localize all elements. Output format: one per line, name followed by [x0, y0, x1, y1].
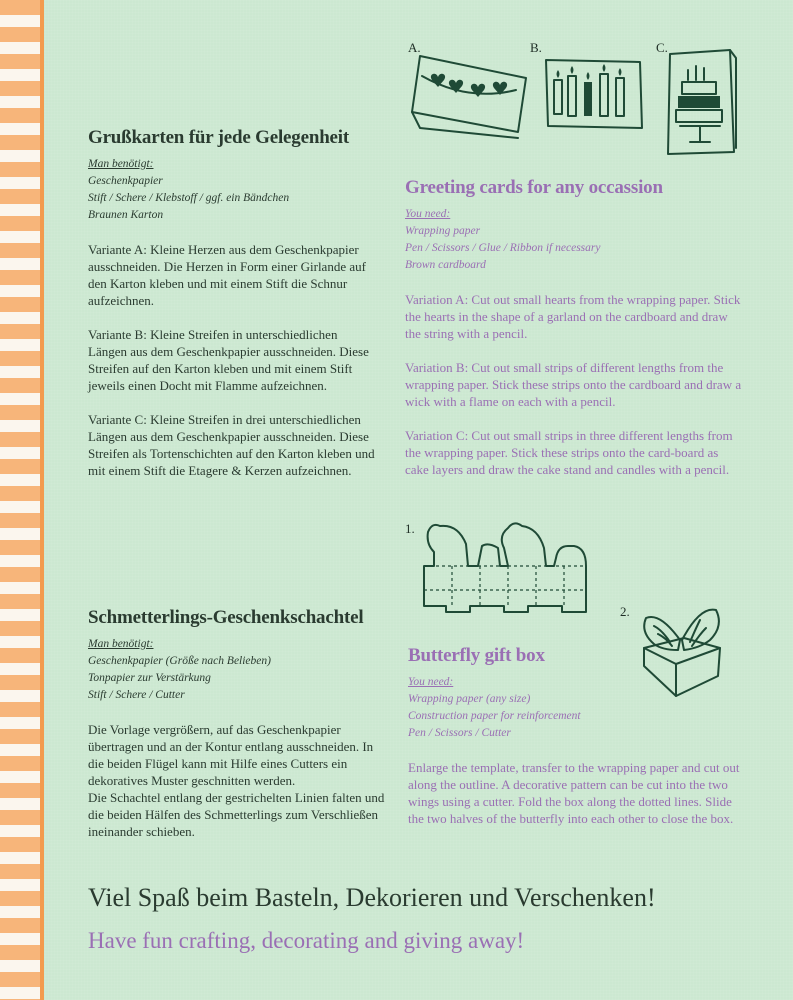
instructions-en — [408, 759, 748, 827]
illustration-label-c: C. — [656, 40, 668, 55]
material-item: Geschenkpapier — [88, 175, 163, 187]
butterfly-box-title-de: Schmetterlings-Geschenkschachtel — [88, 607, 364, 628]
materials-list-de — [88, 636, 388, 704]
material-item: Geschenkpapier (Größe nach Belieben) — [88, 655, 271, 667]
card-a-hearts-illustration — [408, 50, 528, 140]
greeting-cards-title-en: Greeting cards for any occassion — [405, 177, 663, 198]
materials-list-de — [88, 156, 378, 224]
materials-heading-de: Man benötigt: — [88, 638, 154, 650]
closing-line-en: Have fun crafting, decorating and giving away! — [88, 928, 525, 953]
butterfly-box-german-section — [88, 606, 388, 857]
material-item: Brown cardboard — [405, 259, 486, 271]
material-item: Construction paper for reinforcement — [408, 710, 581, 722]
variation-a-en: Variation A: Cut out small hearts from the wrapping paper. Stick the hearts in the shape of a garland on the cardboard and draw the string with a pencil. — [405, 292, 741, 341]
materials-heading-en: You need: — [408, 676, 454, 688]
butterfly-box-english-section — [408, 644, 748, 844]
card-c-cake-illustration — [666, 48, 738, 156]
material-item: Pen / Scissors / Cutter — [408, 727, 511, 739]
material-item: Wrapping paper — [405, 225, 481, 237]
materials-heading-en: You need: — [405, 208, 451, 220]
materials-list-en — [408, 674, 748, 742]
material-item: Stift / Schere / Cutter — [88, 689, 185, 701]
box-instruction-en: Enlarge the template, transfer to the wrapping paper and cut out along the outline. A decorative pattern can be cut into the two wings using a cutter. Fold the box along the dotted lines. Slide the two halves of the butterfly into each other to close the box. — [408, 760, 740, 826]
illustration-label-b: B. — [530, 40, 542, 55]
box-template-illustration — [418, 518, 598, 618]
materials-list-en — [405, 206, 745, 274]
variant-a-de: Variante A: Kleine Herzen aus dem Geschenkpapier ausschneiden. Die Herzen in Form einer Girlande auf den Karton kleben und mit einem Stift die Schnur aufzeichnen. — [88, 242, 366, 308]
greeting-cards-english-section — [405, 176, 745, 495]
stripe-edge-line — [40, 0, 44, 1000]
illustration-label-1: 1. — [405, 521, 415, 536]
illustration-label-a: A. — [408, 40, 421, 55]
material-item: Tonpapier zur Verstärkung — [88, 672, 211, 684]
material-item: Wrapping paper (any size) — [408, 693, 531, 705]
box-instruction-1-de: Die Vorlage vergrößern, auf das Geschenkpapier übertragen und an der Kontur entlang ausschneiden. In die beiden Flügel kann mit Hilfe eines Cutters ein dekoratives Muster geschnitten werden. — [88, 722, 374, 788]
greeting-cards-title-de: Grußkarten für jede Gelegenheit — [88, 127, 349, 148]
instructions-en — [405, 291, 745, 478]
instructions-de — [88, 241, 378, 479]
card-b-candles-illustration — [544, 58, 644, 130]
material-item: Braunen Karton — [88, 209, 164, 221]
orange-stripe-border — [0, 0, 40, 1000]
variation-c-en: Variation C: Cut out small strips in three different lengths from the wrapping paper. Stick these strips onto the card-board as cake layers and draw the cake stand and candles with a pencil. — [405, 428, 733, 477]
variation-b-en: Variation B: Cut out small strips of different lengths from the wrapping paper. Stick these strips onto the cardboard and draw a wick with a flame on each with a pencil. — [405, 360, 742, 409]
instructions-de — [88, 721, 388, 840]
variant-b-de: Variante B: Kleine Streifen in unterschiedlichen Längen aus dem Geschenkpapier ausschneiden. Diese Streifen auf den Karton kleben und mit einem Stift jeweils einen Docht mit Flamme aufzeichnen. — [88, 327, 369, 393]
box-instruction-2-de: Die Schachtel entlang der gestrichelten Linien falten und die beiden Hälfen des Schmetterlings zum Verschließen ineinander schieben. — [88, 790, 385, 839]
illustration-label-2: 2. — [620, 604, 630, 619]
butterfly-box-title-en: Butterfly gift box — [408, 645, 545, 666]
variant-c-de: Variante C: Kleine Streifen in drei unterschiedlichen Längen aus dem Geschenkpapier ausschneiden. Diese Streifen als Tortenschichten auf den Karton kleben und mit einem Stift die Etagere & Kerzen aufzeichnen. — [88, 412, 375, 478]
material-item: Pen / Scissors / Glue / Ribbon if necessary — [405, 242, 601, 254]
material-item: Stift / Schere / Klebstoff / ggf. ein Bändchen — [88, 192, 290, 204]
greeting-cards-german-section — [88, 126, 378, 496]
closing-line-de: Viel Spaß beim Basteln, Dekorieren und Verschenken! — [88, 883, 656, 912]
materials-heading-de: Man benötigt: — [88, 158, 154, 170]
